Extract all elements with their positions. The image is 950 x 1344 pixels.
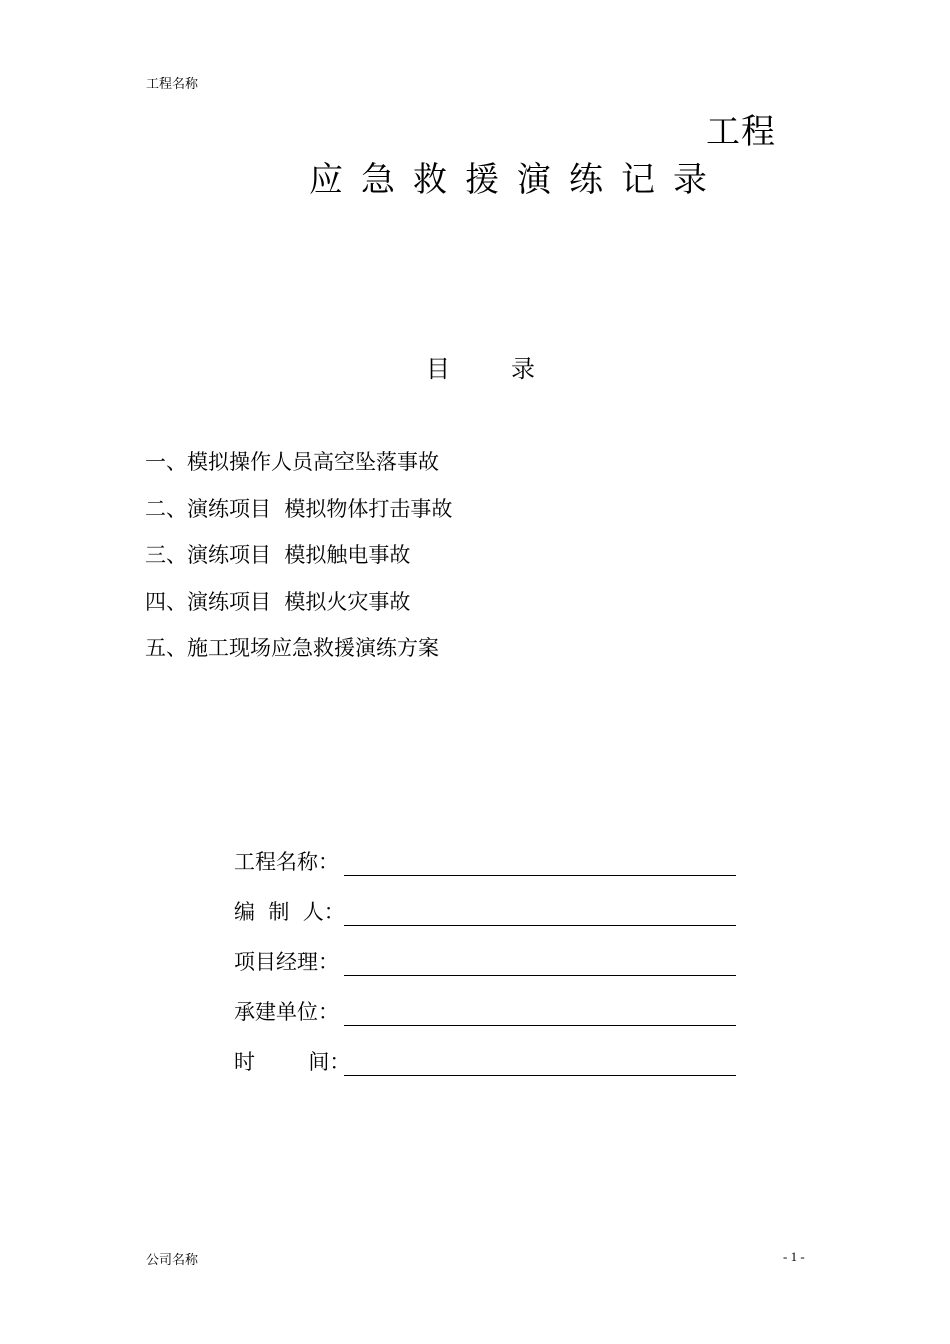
form-row-project-manager — [234, 928, 736, 978]
footer-company-name: 公司名称 — [146, 1253, 199, 1268]
form-label-contractor: 承建单位： — [234, 1000, 339, 1024]
info-form — [234, 828, 736, 1078]
form-row-date — [234, 1028, 736, 1078]
toc-item: 四、演练项目 模拟火灾事故 — [145, 589, 411, 614]
form-line-contractor[interactable] — [344, 1025, 736, 1026]
toc-item: 二、演练项目 模拟物体打击事故 — [145, 496, 453, 521]
form-label-project-name: 工程名称： — [234, 850, 339, 874]
form-line-author[interactable] — [344, 925, 736, 926]
toc-list — [145, 446, 452, 679]
toc-item: 三、演练项目 模拟触电事故 — [145, 543, 411, 567]
title-project: 工程 — [706, 112, 776, 152]
form-row-author — [234, 878, 736, 928]
page-number: - 1 - — [783, 1249, 805, 1264]
form-label-author: 编 制 人： — [234, 900, 345, 924]
form-row-project-name — [234, 828, 736, 878]
form-line-date[interactable] — [344, 1075, 736, 1076]
form-label-date: 时 间： — [234, 1050, 351, 1074]
document-title: 应急救援演练记录 — [309, 160, 725, 200]
toc-heading: 目 录 — [426, 355, 536, 383]
form-line-project-manager[interactable] — [344, 975, 736, 976]
toc-item: 五、施工现场应急救援演练方案 — [145, 636, 439, 660]
form-row-contractor — [234, 978, 736, 1028]
form-label-project-manager: 项目经理： — [234, 950, 339, 974]
header-project-name: 工程名称 — [146, 77, 199, 92]
form-line-project-name[interactable] — [344, 875, 736, 876]
toc-item: 一、模拟操作人员高空坠落事故 — [145, 450, 439, 474]
